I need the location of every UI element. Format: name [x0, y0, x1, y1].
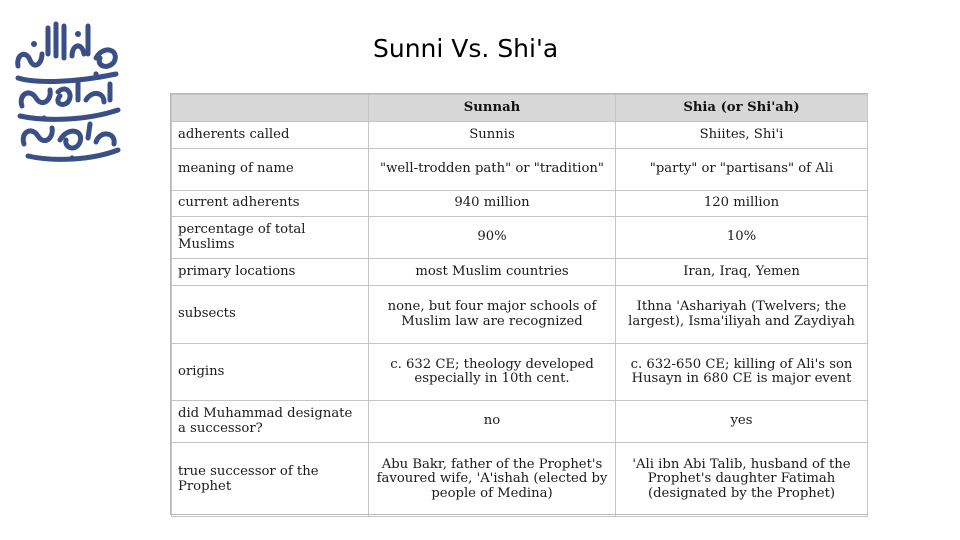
row-attribute: true successor of the Prophet [172, 443, 369, 517]
row-attribute: adherents called [172, 122, 369, 149]
row-attribute: percentage of total Muslims [172, 217, 369, 259]
shia-cell: yes [616, 401, 868, 443]
shia-cell: Shiites, Shi'i [616, 122, 868, 149]
table-row [172, 149, 868, 191]
header-cell-corner [172, 95, 369, 122]
table-row [172, 122, 868, 149]
row-attribute: meaning of name [172, 149, 369, 191]
sunnah-cell: no [369, 401, 616, 443]
table-row [172, 286, 868, 344]
table-row [172, 191, 868, 217]
header-cell-sunnah: Sunnah [369, 95, 616, 122]
sunnah-cell: c. 632 CE; theology developed especially in 10th cent. [369, 344, 616, 401]
row-attribute: current adherents [172, 191, 369, 217]
comparison-table [171, 94, 868, 517]
header-cell-shia: Shia (or Shi'ah) [616, 95, 868, 122]
row-attribute: did Muhammad designate a successor? [172, 401, 369, 443]
comparison-table-container [170, 93, 868, 515]
shia-cell: 120 million [616, 191, 868, 217]
table-header-row [172, 95, 868, 122]
row-attribute: primary locations [172, 259, 369, 286]
sunnah-cell: 90% [369, 217, 616, 259]
sunnah-cell: Abu Bakr, father of the Prophet's favoured wife, 'A'ishah (elected by people of Medina) [369, 443, 616, 517]
table-row [172, 344, 868, 401]
sunnah-cell: none, but four major schools of Muslim law are recognized [369, 286, 616, 344]
sunnah-cell: 940 million [369, 191, 616, 217]
shia-cell: 'Ali ibn Abi Talib, husband of the Prophet's daughter Fatimah (designated by the Prophet) [616, 443, 868, 517]
row-attribute: origins [172, 344, 369, 401]
row-attribute: subsects [172, 286, 369, 344]
table-row [172, 217, 868, 259]
table-row [172, 259, 868, 286]
sunnah-cell: Sunnis [369, 122, 616, 149]
shia-cell: Ithna 'Ashariyah (Twelvers; the largest), Isma'iliyah and Zaydiyah [616, 286, 868, 344]
shia-cell: c. 632-650 CE; killing of Ali's son Husayn in 680 CE is major event [616, 344, 868, 401]
sunnah-cell: most Muslim countries [369, 259, 616, 286]
shia-cell: 10% [616, 217, 868, 259]
table-row [172, 401, 868, 443]
arabic-calligraphy-logo-icon [8, 14, 126, 164]
sunnah-cell: "well-trodden path" or "tradition" [369, 149, 616, 191]
table-row [172, 443, 868, 517]
shia-cell: "party" or "partisans" of Ali [616, 149, 868, 191]
shia-cell: Iran, Iraq, Yemen [616, 259, 868, 286]
slide-title: Sunni Vs. Shi'a [373, 34, 559, 63]
